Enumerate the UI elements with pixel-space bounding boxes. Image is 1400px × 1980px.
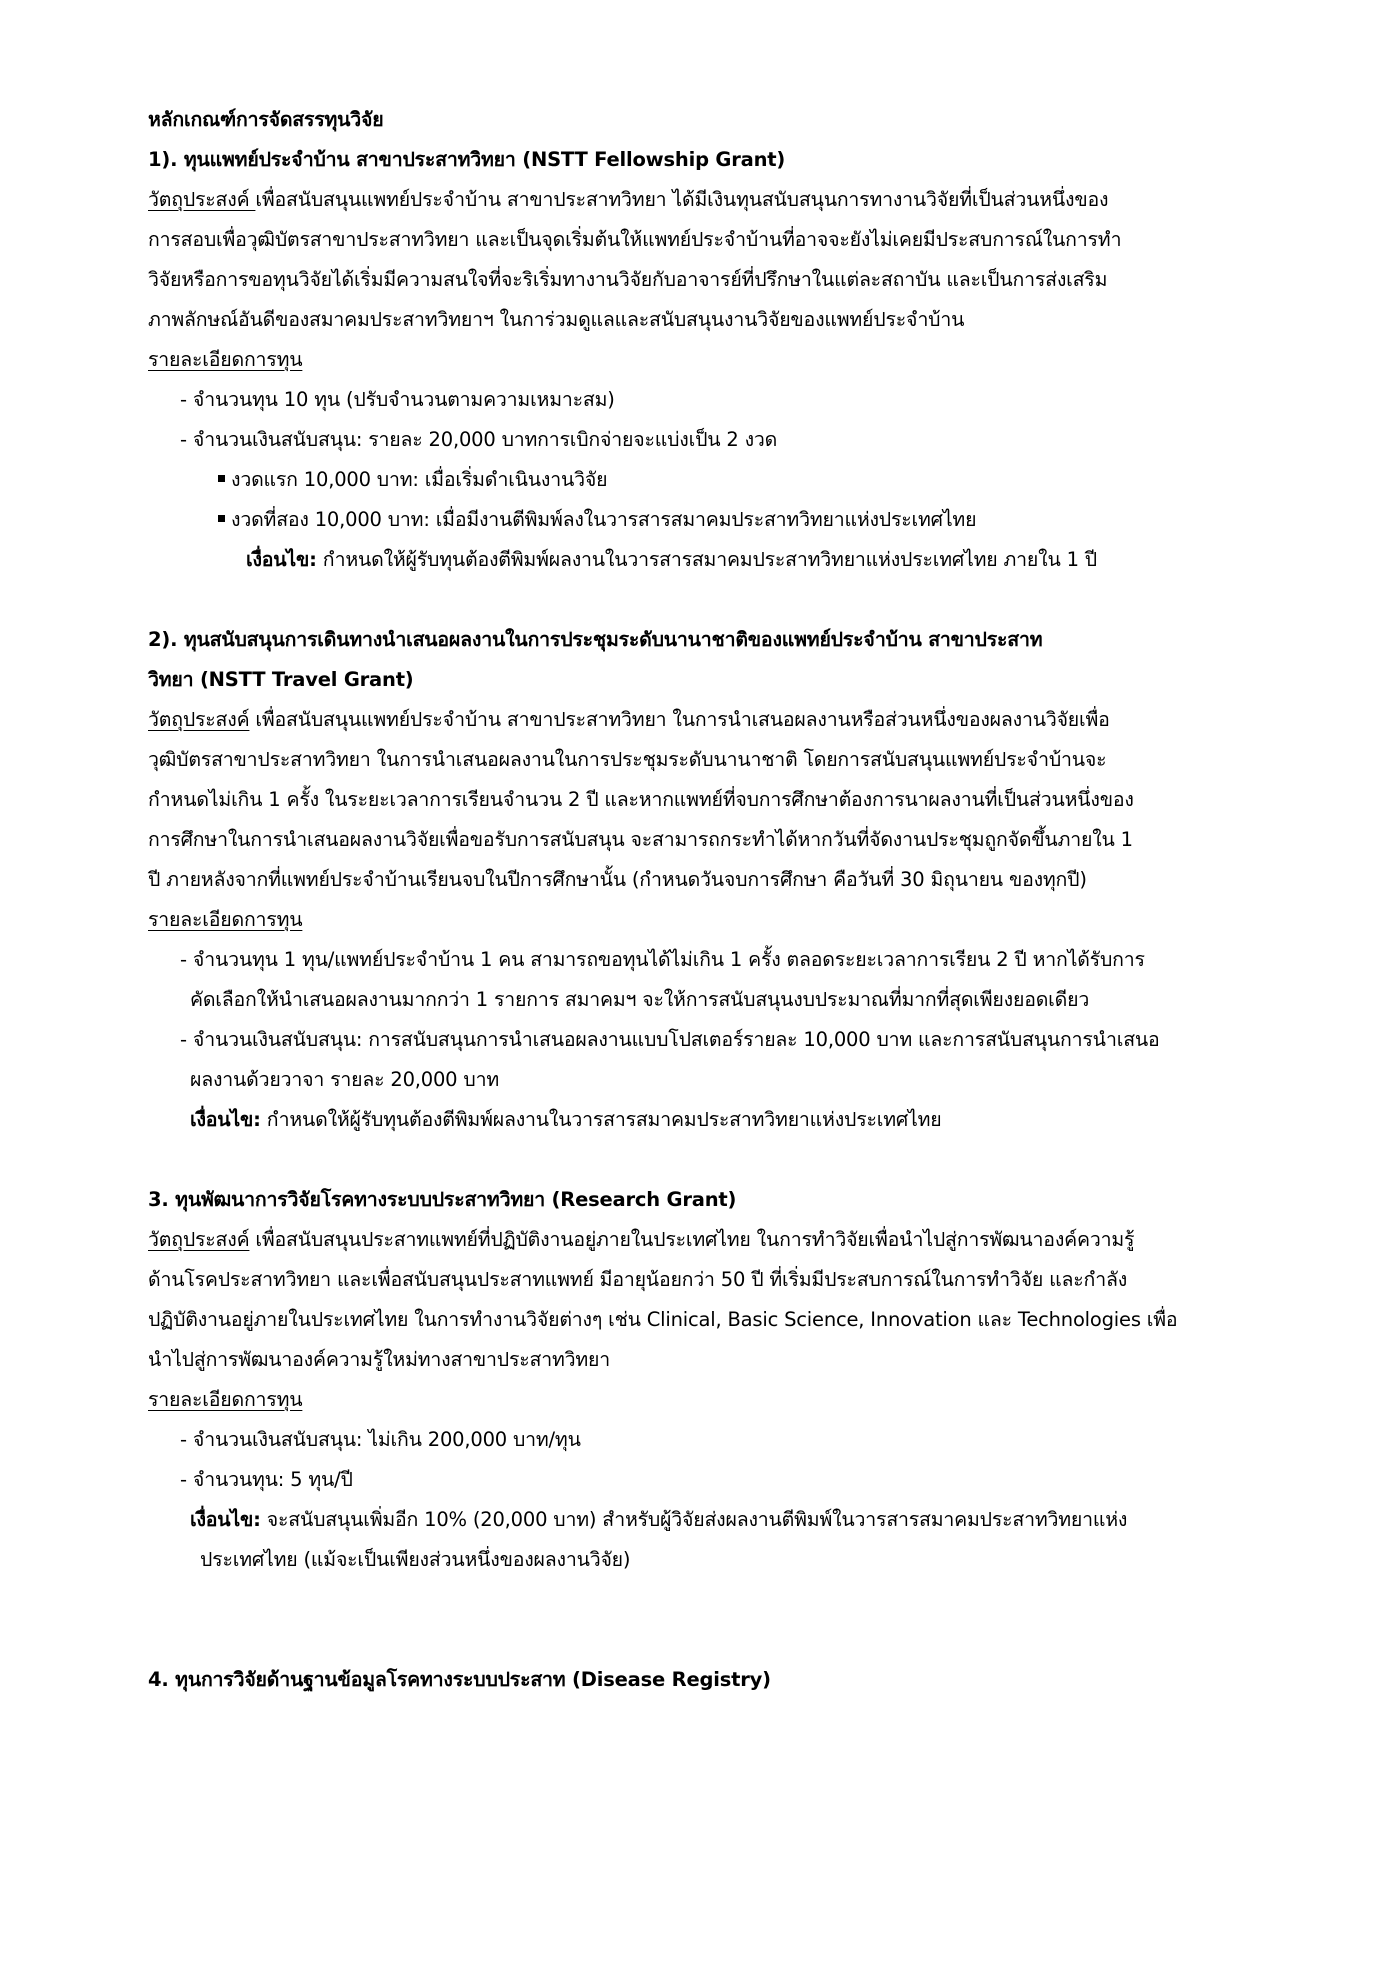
objective-line: ภาพลักษณ์อันดีของสมาคมประสาทวิทยาฯ ในการ่วมดูแลและสนับสนุนงานวิจัยของแพทย์ประจำบ้าน bbox=[148, 308, 965, 331]
detail-item-continued: ผลงานด้วยวาจา รายละ 20,000 บาท bbox=[190, 1068, 499, 1091]
objective-line: ปี ภายหลังจากที่แพทย์ประจำบ้านเรียนจบในปีการศึกษานั้น (กำหนดวันจบการศึกษา คือวันที่ 30 มิถุนายน ของทุกปี) bbox=[148, 868, 1087, 891]
section-title: 4. ทุนการวิจัยด้านฐานข้อมูลโรคทางระบบประสาท (Disease Registry) bbox=[148, 1668, 771, 1691]
objective-line: การศึกษาในการนำเสนอผลงานวิจัยเพื่อขอรับการสนับสนุน จะสามารถกระทำได้หากวันที่จัดงานประชุมถูกจัดขึ้นภายใน 1 bbox=[148, 828, 1133, 851]
sub-detail-item bbox=[148, 460, 1260, 500]
objective-line bbox=[148, 180, 1260, 220]
condition-text: กำหนดให้ผู้รับทุนต้องตีพิมพ์ผลงานในวารสารสมาคมประสาทวิทยาแห่งประเทศไทย ภายใน 1 ปี bbox=[316, 548, 1097, 571]
section-research-grant bbox=[148, 1180, 1260, 1580]
square-bullet-icon bbox=[218, 515, 225, 522]
document-heading: หลักเกณฑ์การจัดสรรทุนวิจัย bbox=[148, 108, 384, 131]
detail-item: - จำนวนทุน: 5 ทุน/ปี bbox=[180, 1468, 353, 1491]
condition-label: เงื่อนไข: bbox=[190, 1508, 261, 1531]
objective-line bbox=[148, 700, 1260, 740]
details-label: รายละเอียดการทุน bbox=[148, 348, 303, 371]
sub-detail-text: งวดที่สอง 10,000 บาท: เมื่อมีงานตีพิมพ์ลงในวารสารสมาคมประสาทวิทยาแห่งประเทศไทย bbox=[231, 508, 977, 531]
detail-item: - จำนวนทุน 1 ทุน/แพทย์ประจำบ้าน 1 คน สามารถขอทุนได้ไม่เกิน 1 ครั้ง ตลอดระยะเวลาการเรียน 2 ปี หากได้รับการ bbox=[180, 948, 1145, 971]
section-title: 3. ทุนพัฒนาการวิจัยโรคทางระบบประสาทวิทยา (Research Grant) bbox=[148, 1188, 737, 1211]
detail-item: - จำนวนทุน 10 ทุน (ปรับจำนวนตามความเหมาะสม) bbox=[180, 388, 615, 411]
condition-text: กำหนดให้ผู้รับทุนต้องตีพิมพ์ผลงานในวารสารสมาคมประสาทวิทยาแห่งประเทศไทย bbox=[260, 1108, 942, 1131]
objective-label: วัตถุประสงค์ bbox=[148, 1228, 250, 1251]
section-title: วิทยา (NSTT Travel Grant) bbox=[148, 668, 414, 691]
sub-detail-text: งวดแรก 10,000 บาท: เมื่อเริ่มดำเนินงานวิจัย bbox=[231, 468, 608, 491]
condition-label: เงื่อนไข: bbox=[190, 1108, 261, 1131]
objective-line: ปฏิบัติงานอยู่ภายในประเทศไทย ในการทำงานวิจัยต่างๆ เช่น Clinical, Basic Science, Innovation และ Technologies เพื่อ bbox=[148, 1308, 1178, 1331]
square-bullet-icon bbox=[218, 475, 225, 482]
sub-detail-item bbox=[148, 500, 1260, 540]
condition-line bbox=[148, 1500, 1260, 1540]
objective-line: วุฒิบัตรสาขาประสาทวิทยา ในการนำเสนอผลงานในการประชุมระดับนานาชาติ โดยการสนับสนุนแพทย์ประจำบ้านจะ bbox=[148, 748, 1107, 771]
detail-item: - จำนวนเงินสนับสนุน: รายละ 20,000 บาทการเบิกจ่ายจะแบ่งเป็น 2 งวด bbox=[180, 428, 778, 451]
section-travel-grant bbox=[148, 620, 1260, 1140]
objective-line: นำไปสู่การพัฒนาองค์ความรู้ใหม่ทางสาขาประสาทวิทยา bbox=[148, 1348, 610, 1371]
objective-text: เพื่อสนับสนุนแพทย์ประจำบ้าน สาขาประสาทวิทยา ในการนำเสนอผลงานหรือส่วนหนึ่งของผลงานวิจัยเพื่อ bbox=[249, 708, 1110, 731]
details-label: รายละเอียดการทุน bbox=[148, 908, 303, 931]
detail-item: - จำนวนเงินสนับสนุน: การสนับสนุนการนำเสนอผลงานแบบโปสเตอร์รายละ 10,000 บาท และการสนับสนุนการนำเสนอ bbox=[180, 1028, 1160, 1051]
section-title: 1). ทุนแพทย์ประจำบ้าน สาขาประสาทวิทยา (NSTT Fellowship Grant) bbox=[148, 148, 786, 171]
detail-item: - จำนวนเงินสนับสนุน: ไม่เกิน 200,000 บาท/ทุน bbox=[180, 1428, 581, 1451]
detail-item-continued: คัดเลือกให้นำเสนอผลงานมากกว่า 1 รายการ สมาคมฯ จะให้การสนับสนุนงบประมาณที่มากที่สุดเพียงยอดเดียว bbox=[190, 988, 1090, 1011]
objective-text: เพื่อสนับสนุนประสาทแพทย์ที่ปฏิบัติงานอยู่ภายในประเทศไทย ในการทำวิจัยเพื่อนำไปสู่การพัฒนาองค์ความรู้ bbox=[249, 1228, 1135, 1251]
objective-line: วิจัยหรือการขอทุนวิจัยได้เริ่มมีความสนใจที่จะริเริ่มทางานวิจัยกับอาจารย์ที่ปรึกษาในแต่ละสถาบัน และเป็นการส่งเสริม bbox=[148, 268, 1108, 291]
document-page bbox=[148, 100, 1260, 1700]
objective-line: กำหนดไม่เกิน 1 ครั้ง ในระยะเวลาการเรียนจำนวน 2 ปี และหากแพทย์ที่จบการศึกษาต้องการนาผลงานที่เป็นส่วนหนึ่งของ bbox=[148, 788, 1134, 811]
details-label: รายละเอียดการทุน bbox=[148, 1388, 303, 1411]
objective-text: เพื่อสนับสนุนแพทย์ประจำบ้าน สาขาประสาทวิทยา ได้มีเงินทุนสนับสนุนการทางานวิจัยที่เป็นส่วนหนึ่งของ bbox=[255, 188, 1109, 211]
section-disease-registry bbox=[148, 1660, 1260, 1700]
section-title: 2). ทุนสนับสนุนการเดินทางนำเสนอผลงานในการประชุมระดับนานาชาติของแพทย์ประจำบ้าน สาขาประสาท bbox=[148, 628, 1043, 651]
objective-label: วัตถุประสงค์ bbox=[148, 708, 250, 731]
condition-label: เงื่อนไข: bbox=[246, 548, 317, 571]
condition-line: ประเทศไทย (แม้จะเป็นเพียงส่วนหนึ่งของผลงานวิจัย) bbox=[200, 1548, 631, 1571]
condition-line bbox=[148, 540, 1260, 580]
objective-line: ด้านโรคประสาทวิทยา และเพื่อสนับสนุนประสาทแพทย์ มีอายุน้อยกว่า 50 ปี ที่เริ่มมีประสบการณ์ในการทำวิจัย และกำลัง bbox=[148, 1268, 1128, 1291]
objective-line bbox=[148, 1220, 1260, 1260]
objective-line: การสอบเพื่อวุฒิบัตรสาขาประสาทวิทยา และเป็นจุดเริ่มต้นให้แพทย์ประจำบ้านที่อาจจะยังไม่เคยมีประสบการณ์ในการทำ bbox=[148, 228, 1122, 251]
section-fellowship-grant bbox=[148, 140, 1260, 580]
objective-label: วัตถุประสงค์ bbox=[148, 188, 256, 211]
condition-line bbox=[148, 1100, 1260, 1140]
condition-text: จะสนับสนุนเพิ่มอีก 10% (20,000 บาท) สำหรับผู้วิจัยส่งผลงานตีพิมพ์ในวารสารสมาคมประสาทวิทยาแห่ง bbox=[260, 1508, 1128, 1531]
